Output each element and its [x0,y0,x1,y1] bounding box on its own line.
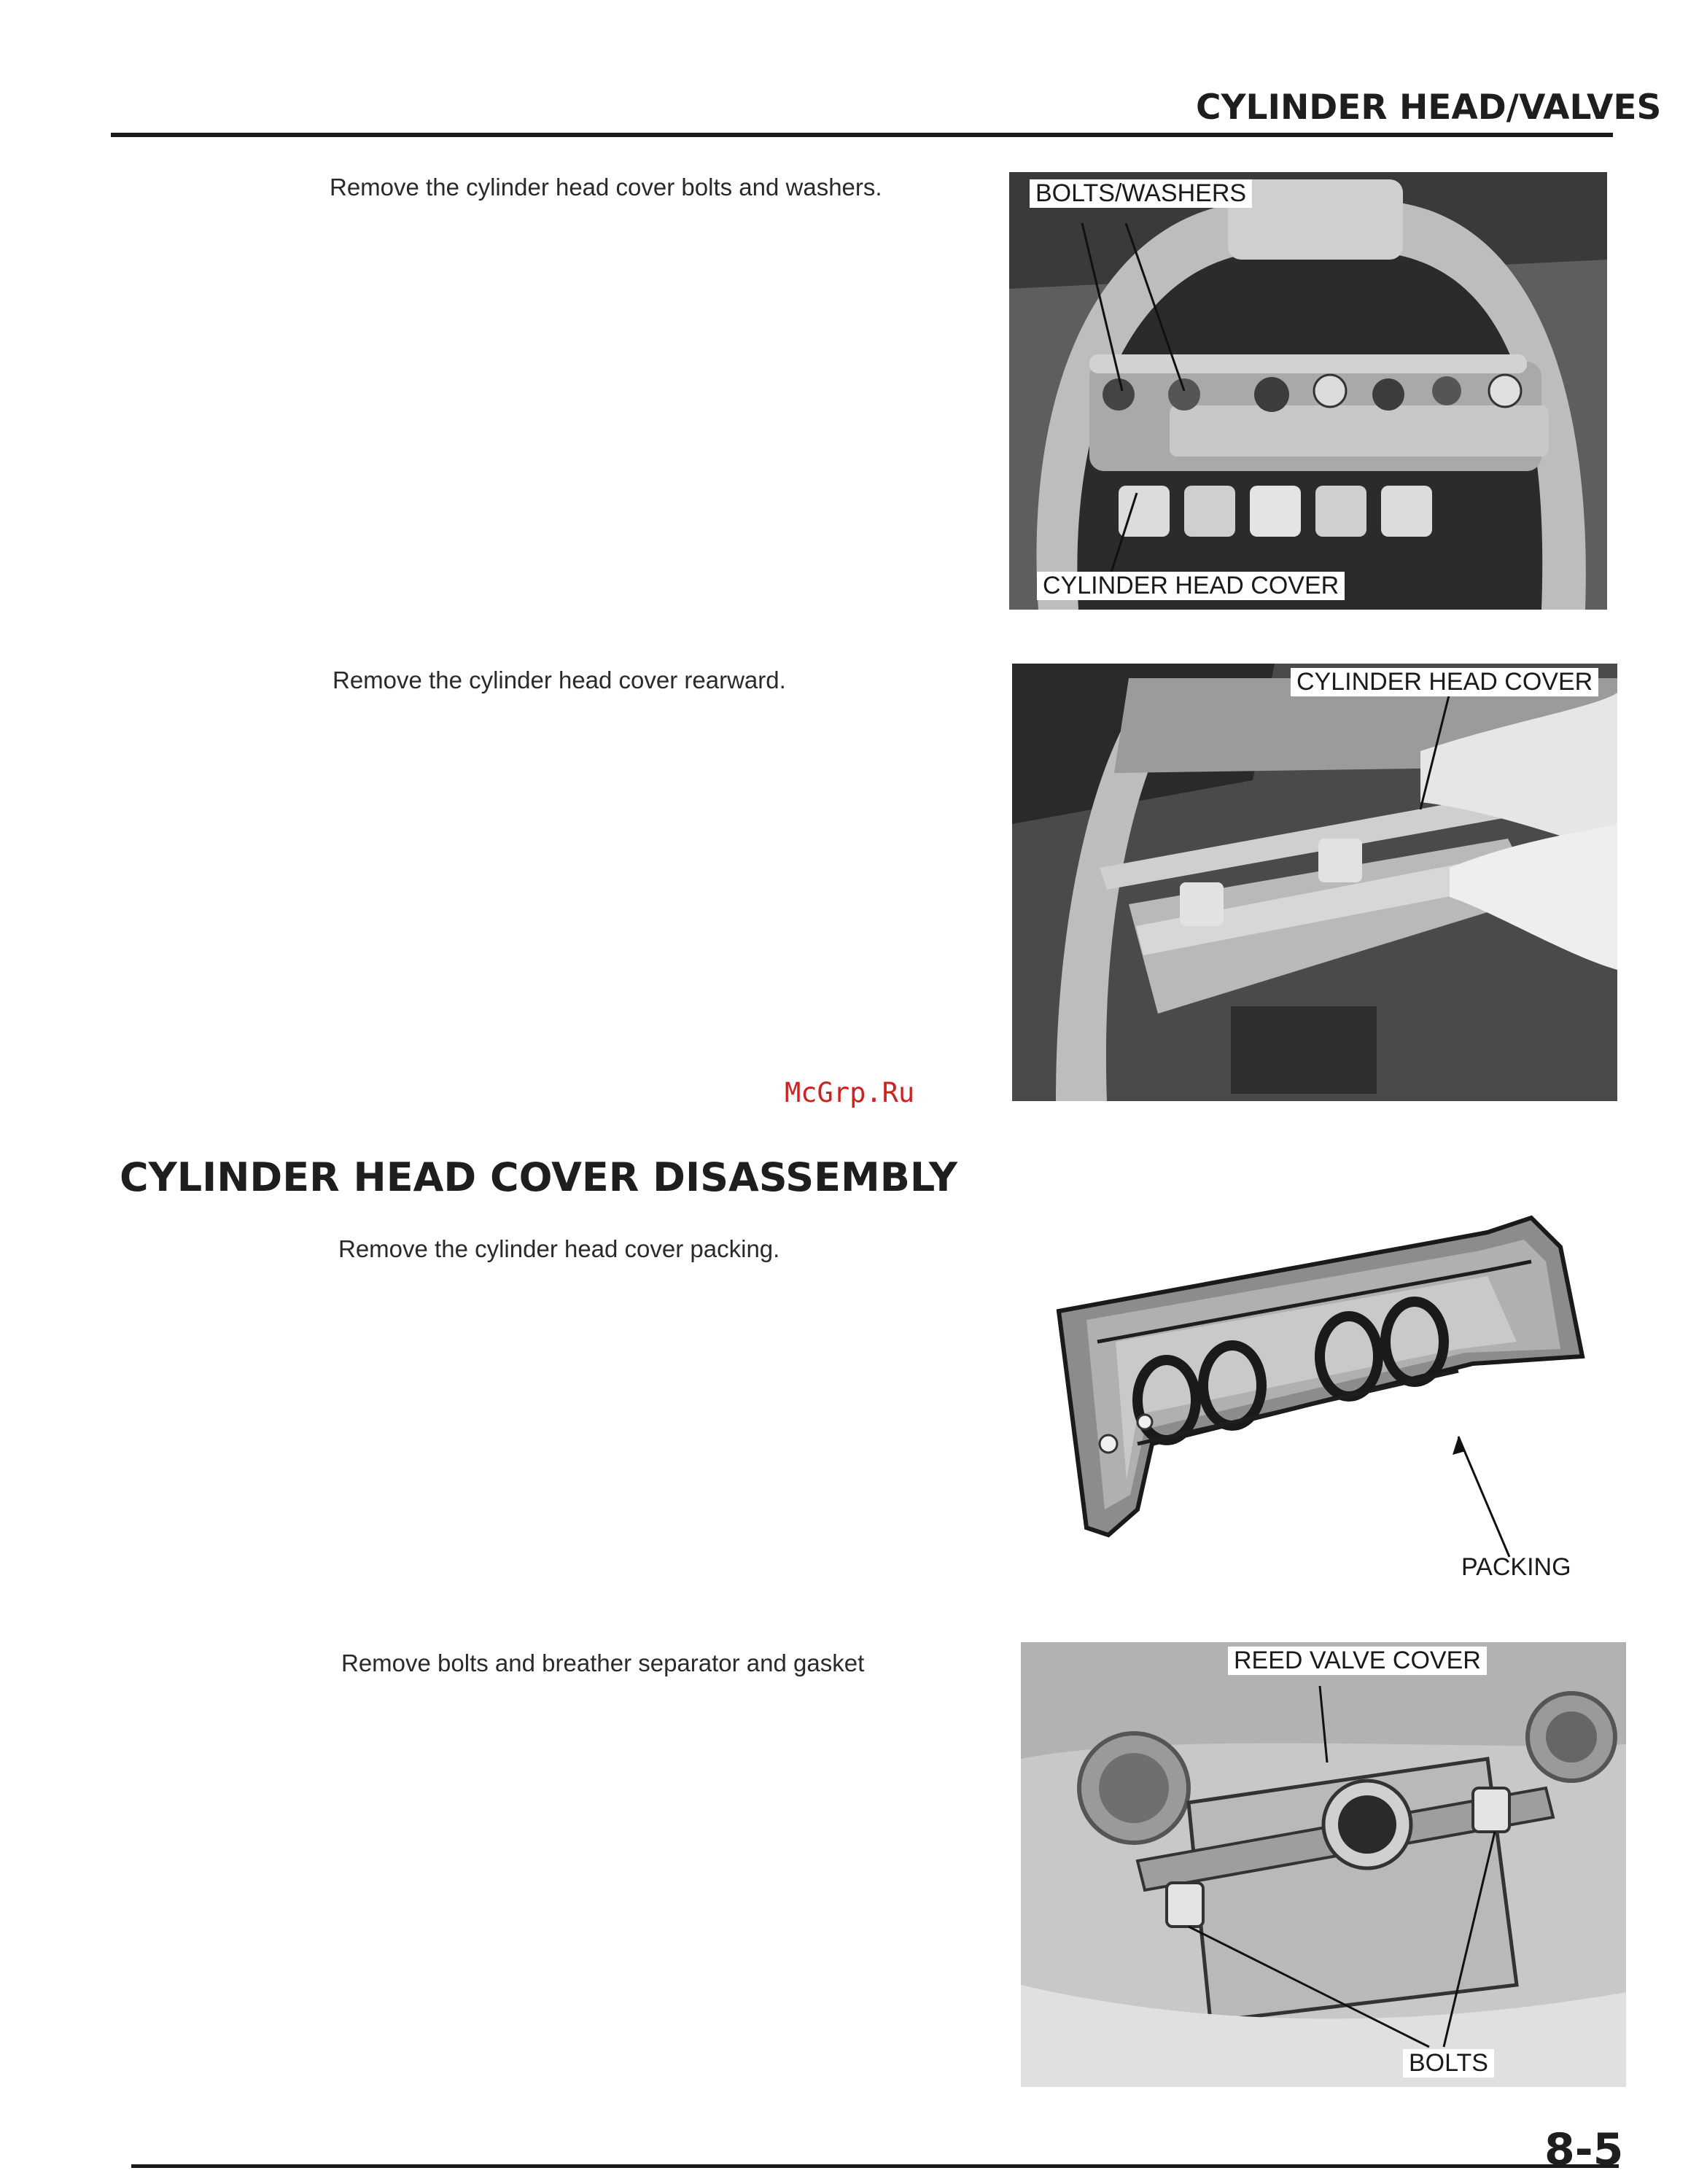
callout-reed-valve-cover: REED VALVE COVER [1228,1647,1487,1675]
section-title: CYLINDER HEAD/VALVES [1196,88,1662,128]
photo-cover-packing [1050,1203,1611,1612]
photo-head-cover-removal [1012,664,1617,1101]
step-1-instruction: Remove the cylinder head cover bolts and washers. [330,174,882,201]
page-number: 8-5 [1544,2124,1624,2175]
footer-rule [131,2164,1619,2168]
watermark: McGrp.Ru [785,1077,915,1108]
callout-packing: PACKING [1461,1553,1571,1581]
heading-cylinder-head-cover-disassembly: CYLINDER HEAD COVER DISASSEMBLY [120,1154,958,1200]
callout-cylinder-head-cover: CYLINDER HEAD COVER [1037,572,1345,600]
header-rule [111,133,1613,137]
step-4-instruction: Remove bolts and breather separator and gasket [341,1649,865,1676]
callout-cylinder-head-cover-2: CYLINDER HEAD COVER [1291,668,1598,696]
step-3-instruction: Remove the cylinder head cover packing. [338,1235,780,1262]
photo-head-cover-bolts [1009,172,1607,610]
step-2-instruction: Remove the cylinder head cover rearward. [333,667,786,693]
callout-bolts: BOLTS [1403,2049,1494,2078]
photo-reed-valve-cover [1021,1642,1626,2087]
callout-bolts-washers: BOLTS/WASHERS [1030,179,1252,208]
